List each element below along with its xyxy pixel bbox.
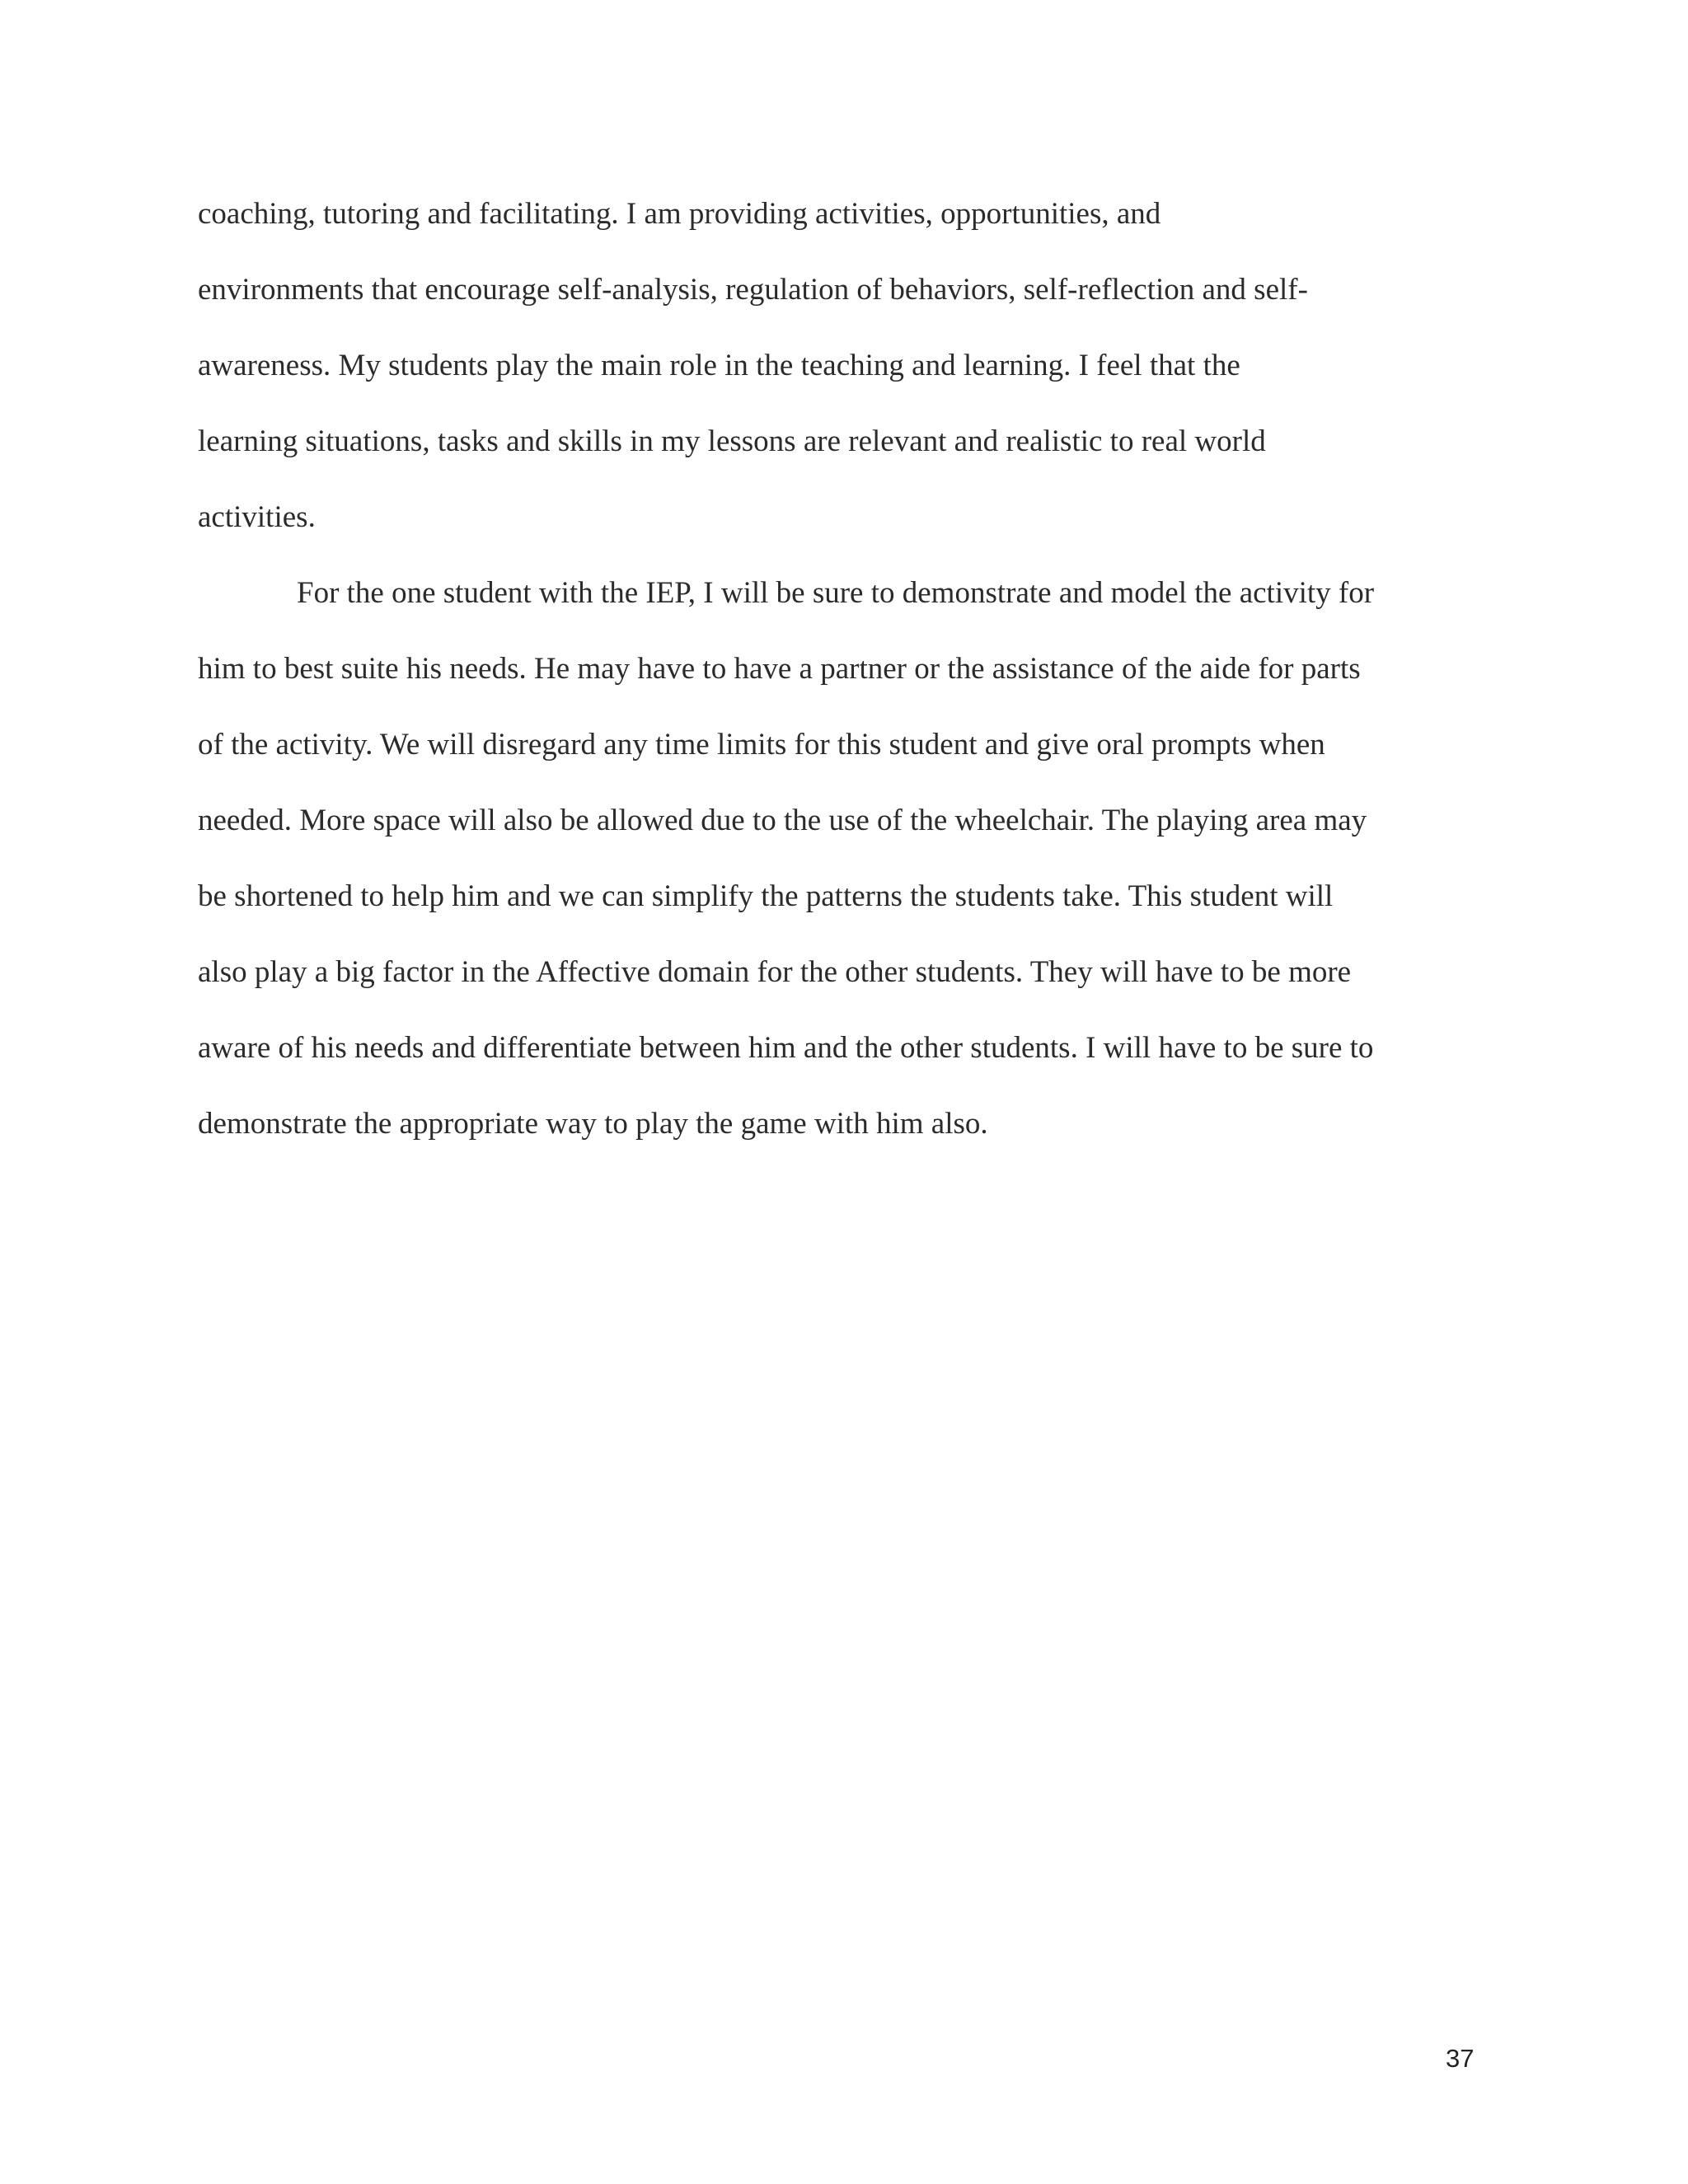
text-line: coaching, tutoring and facilitating. I am providing activities, opportunities, and — [198, 197, 1161, 231]
text-line: needed. More space will also be allowed due to the use of the wheelchair. The playing area may — [198, 804, 1367, 837]
text-line: aware of his needs and differentiate between him and the other students. I will have to be sure to — [198, 1031, 1374, 1065]
text-line: learning situations, tasks and skills in my lessons are relevant and realistic to real world — [198, 424, 1266, 458]
text-line: be shortened to help him and we can simplify the patterns the students take. This student will — [198, 879, 1334, 913]
text-line: For the one student with the IEP, I will be sure to demonstrate and model the activity for — [297, 576, 1375, 610]
text-line: also play a big factor in the Affective domain for the other students. They will have to be more — [198, 955, 1352, 989]
paragraph-2 — [198, 567, 1500, 1174]
text-line: environments that encourage self-analysis, regulation of behaviors, self-reflection and self- — [198, 273, 1308, 307]
text-line: of the activity. We will disregard any time limits for this student and give oral prompts when — [198, 728, 1325, 762]
paragraph-1 — [198, 188, 1500, 567]
text-line: him to best suite his needs. He may have to have a partner or the assistance of the aide for parts — [198, 652, 1361, 686]
text-line: awareness. My students play the main role in the teaching and learning. I feel that the — [198, 349, 1240, 382]
body-text — [198, 188, 1500, 1174]
text-line: activities. — [198, 500, 316, 534]
page-number: 37 — [1446, 2044, 1475, 2073]
text-line: demonstrate the appropriate way to play the game with him also. — [198, 1107, 988, 1141]
